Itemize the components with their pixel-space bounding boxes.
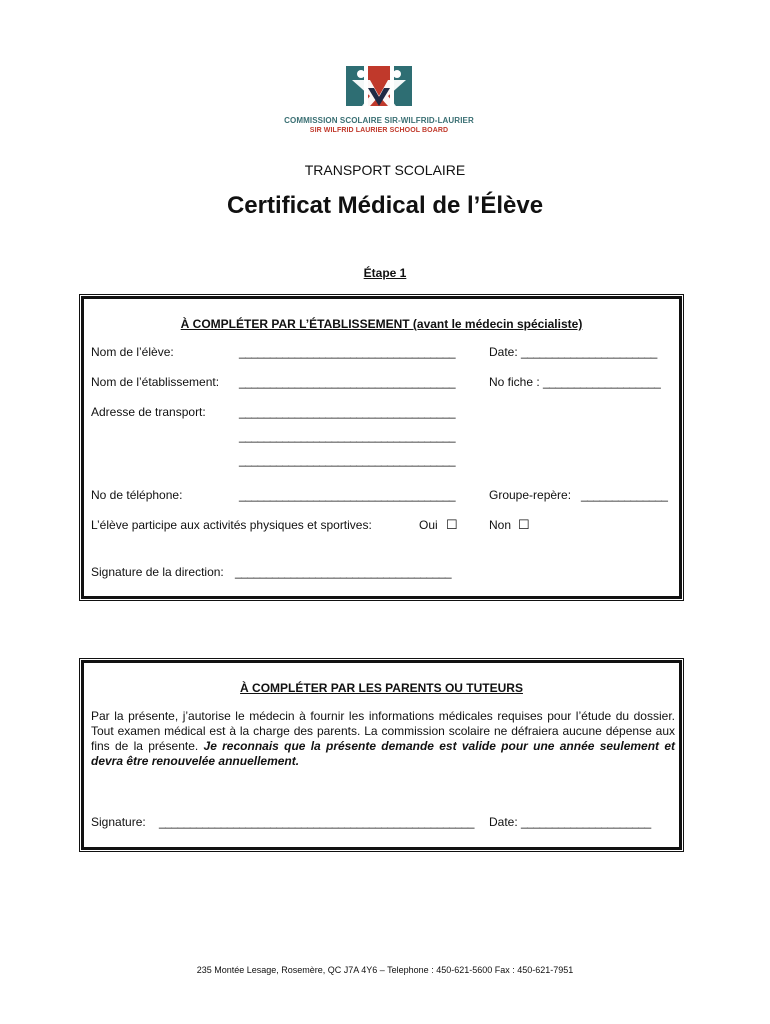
no-checkbox[interactable]: ☐ [518, 517, 530, 532]
file-number-field[interactable]: ___________________ [543, 375, 661, 389]
date-field[interactable]: ______________________ [521, 345, 657, 359]
activities-question: L’élève participe aux activités physiques et sportives: [91, 518, 372, 532]
transport-address-label: Adresse de transport: [91, 405, 206, 419]
file-number-label: No fiche : [489, 375, 540, 389]
student-name-label: Nom de l’élève: [91, 345, 174, 359]
group-label: Groupe-repère: [489, 488, 572, 502]
school-section-box [81, 296, 682, 599]
parent-section-title: À COMPLÉTER PAR LES PARENTS OU TUTEURS [240, 681, 523, 695]
document-title: Certificat Médical de l’Élève [226, 192, 544, 219]
phone-label: No de téléphone: [91, 488, 183, 502]
section-heading: TRANSPORT SCOLAIRE [304, 162, 466, 178]
date-label: Date: [489, 345, 518, 359]
direction-signature-field[interactable]: ___________________________________ [235, 565, 452, 579]
parent-signature-field[interactable]: ___________________________________________________ [159, 815, 474, 829]
yes-checkbox[interactable]: ☐ [446, 517, 458, 532]
student-name-field[interactable]: ___________________________________ [239, 345, 456, 359]
school-section-title: À COMPLÉTER PAR L’ÉTABLISSEMENT (avant le médecin spécialiste) [180, 317, 583, 331]
parent-section-box [81, 660, 682, 850]
phone-field[interactable]: ___________________________________ [239, 488, 456, 502]
footer-address: 235 Montée Lesage, Rosemère, QC J7A 4Y6 – Telephone : 450-621-5600 Fax : 450-621-7951 [196, 965, 574, 975]
authorization-text: Par la présente, j’autorise le médecin à fournir les informations médicales requises pour l’étude du dossier. Tout examen médical est à la charge des parents. La commission scolaire ne défraiera aucune dépense aux fins de la présente. [91, 709, 675, 753]
logo-name-english: SIR WILFRID LAURIER SCHOOL BOARD [309, 127, 449, 134]
no-option-label: Non [489, 518, 512, 532]
authorization-paragraph [91, 709, 675, 769]
parent-date-field[interactable]: _____________________ [521, 815, 651, 829]
group-field[interactable]: ______________ [581, 488, 668, 502]
parent-date-label: Date: [489, 815, 518, 829]
transport-address-field-3[interactable]: ___________________________________ [239, 453, 456, 467]
school-name-label: Nom de l’établissement: [91, 375, 220, 389]
school-board-logo-mark [346, 66, 412, 106]
yes-option-label: Oui [419, 518, 438, 532]
direction-signature-label: Signature de la direction: [91, 565, 224, 579]
step-label: Étape 1 [363, 266, 407, 280]
transport-address-field-2[interactable]: ___________________________________ [239, 429, 456, 443]
transport-address-field-1[interactable]: ___________________________________ [239, 405, 456, 419]
school-name-field[interactable]: ___________________________________ [239, 375, 456, 389]
authorization-emphasis: Je reconnais que la présente demande est valide pour une année seulement et devra être renouvelée annuellement. [91, 739, 675, 768]
logo-name-french: COMMISSION SCOLAIRE SIR-WILFRID-LAURIER [284, 116, 474, 125]
school-board-logo [276, 48, 482, 153]
parent-signature-label: Signature: [91, 815, 146, 829]
